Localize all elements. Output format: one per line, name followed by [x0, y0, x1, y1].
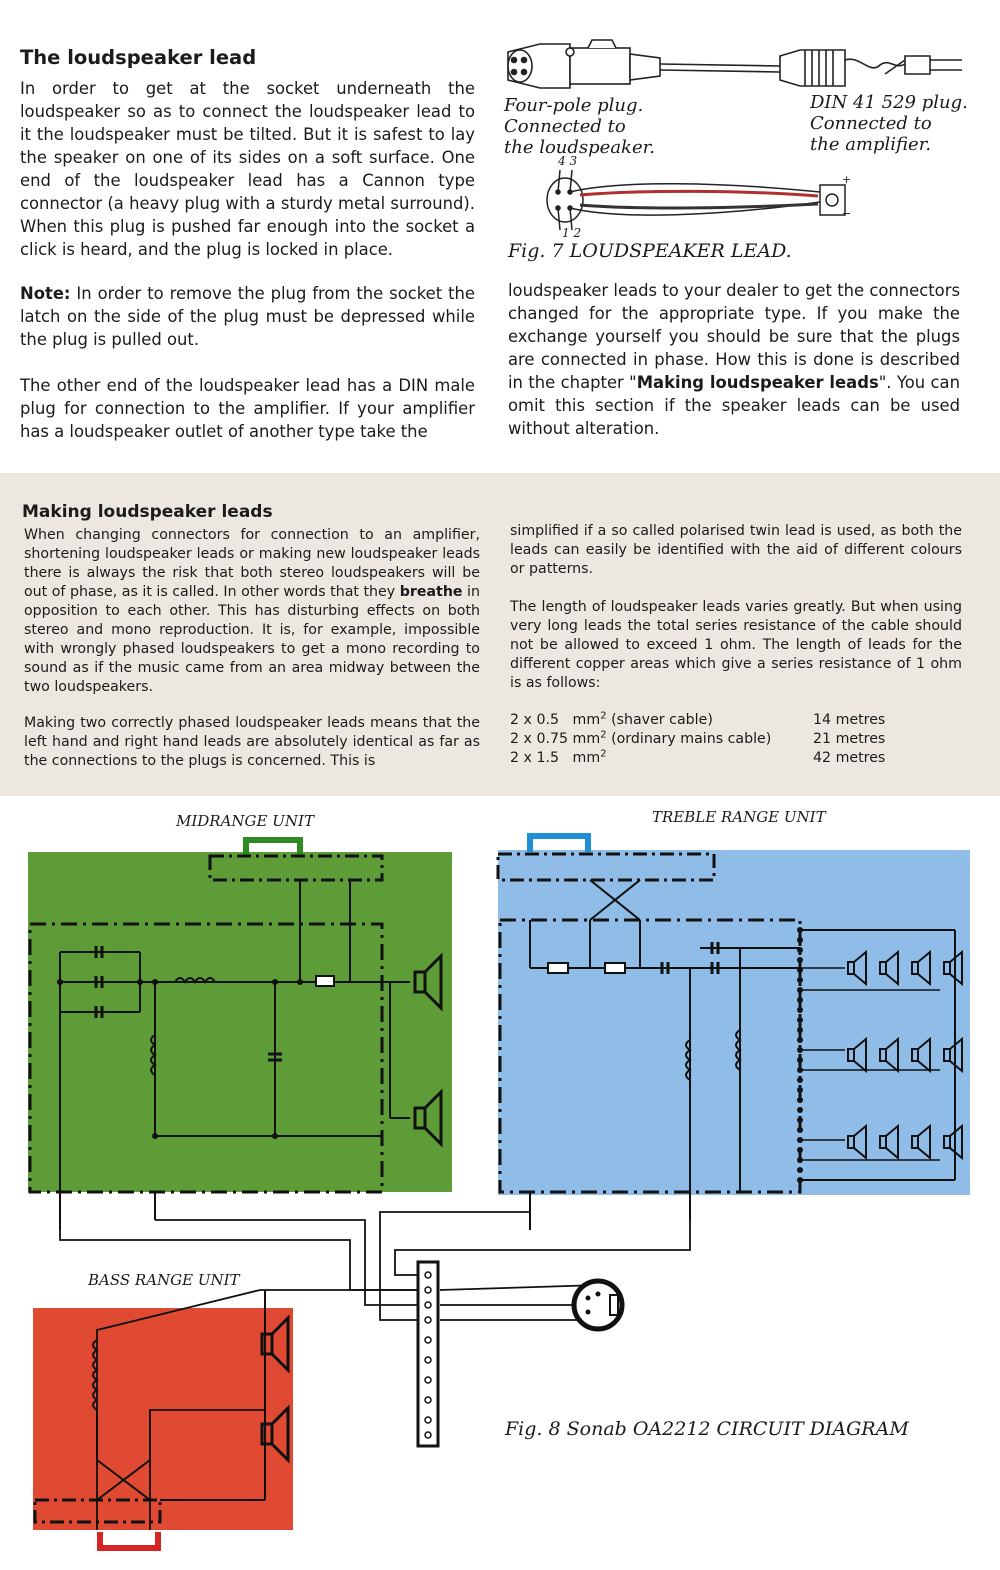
- table-cell-area: 2 x 0.75 mm: [510, 731, 601, 747]
- treble-unit-label: TREBLE RANGE UNIT: [652, 808, 826, 826]
- resistance-table: [510, 711, 962, 768]
- paragraph-polarised: simplified if a so called polarised twin lead is used, as both the leads can easily be identified with the aid of different colours or patterns.: [510, 523, 962, 577]
- left-caption-line: Four-pole plug.: [504, 95, 644, 116]
- paragraph-dealer: [508, 279, 960, 440]
- breathe-word: breathe: [399, 584, 463, 600]
- midrange-unit-label: MIDRANGE UNIT: [176, 812, 314, 830]
- table-row: [510, 711, 962, 730]
- table-cell-sup: 2: [600, 729, 607, 741]
- table-cell-area: 2 x 0.5 mm: [510, 712, 601, 728]
- midrange-panel: [28, 852, 452, 1192]
- bass-unit-label: BASS RANGE UNIT: [88, 1271, 240, 1289]
- fig7-left-caption: [504, 95, 655, 158]
- table-row: [510, 749, 962, 768]
- making-leads-reference: Making loudspeaker leads: [636, 373, 879, 392]
- table-cell-length: 42 metres: [813, 750, 886, 766]
- fig7-title: Fig. 7 LOUDSPEAKER LEAD.: [508, 240, 792, 262]
- fig7-plus-label: +: [842, 173, 852, 186]
- table-cell-note: (ordinary mains cable): [606, 731, 772, 747]
- table-row: [510, 730, 962, 749]
- section-heading-making-leads: Making loudspeaker leads: [22, 502, 273, 522]
- table-cell-sup: 2: [600, 710, 607, 722]
- bass-panel: [33, 1308, 293, 1530]
- section-heading-loudspeaker-lead: The loudspeaker lead: [20, 46, 257, 69]
- paragraph-correct-phase: Making two correctly phased loudspeaker leads means that the left hand and right hand leads are absolutely identical as far as the connections to the plugs is concerned. This is: [24, 715, 480, 769]
- table-cell-length: 14 metres: [813, 712, 886, 728]
- table-cell-area: 2 x 1.5 mm: [510, 750, 601, 766]
- table-cell-sup: 2: [600, 748, 607, 760]
- left-caption-line: Connected to: [504, 116, 626, 137]
- paragraph-lead-length: The length of loudspeaker leads varies greatly. But when using very long leads the total series resistance of the cable should not be allowed to exceed 1 ohm. The length of leads for the different copper areas which give a series resistance of 1 ohm is as follows:: [510, 599, 962, 691]
- paragraph-din-plug: The other end of the loudspeaker lead has a DIN male plug for connection to the amplifier. If your amplifier has a loudspeaker outlet of another type take the: [20, 376, 475, 441]
- paragraph-phase: [24, 526, 480, 697]
- table-cell-note: (shaver cable): [606, 712, 713, 728]
- fig7-pin-label-top: 4 3: [558, 154, 578, 168]
- right-caption-line: Connected to: [810, 113, 932, 134]
- fig7-minus-label: −: [842, 207, 852, 220]
- fig8-caption: Fig. 8 Sonab OA2212 CIRCUIT DIAGRAM: [505, 1418, 909, 1440]
- paragraph-note: [20, 282, 475, 351]
- left-caption-line: the loudspeaker.: [504, 137, 655, 158]
- dealer-text-b: ". You can omit this section if the speaker leads can be used without alteration.: [508, 373, 960, 438]
- paragraph-intro: In order to get at the socket underneath the loudspeaker so as to connect the loudspeaker lead to it the loudspeaker must be tilted. But it is safest to lay the speaker on one of its sides on a soft surface. One end of the loudspeaker lead has a Cannon type connector (a heavy plug with a sturdy metal surround). When this plug is pushed far enough into the socket a click is heard, and the plug is locked in place.: [20, 79, 475, 259]
- treble-panel: [498, 850, 970, 1195]
- right-caption-line: the amplifier.: [810, 134, 932, 155]
- table-cell-length: 21 metres: [813, 731, 886, 747]
- phase-text-b: in opposition to each other. This has disturbing effects on both stereo and mono reproduction. It is, for example, impossible with wrongly phased loudspeakers to get a mono recording to sound as if the music came from an area midway between the two loudspeakers.: [24, 584, 480, 695]
- right-caption-line: DIN 41 529 plug.: [810, 92, 968, 113]
- note-text: In order to remove the plug from the socket the latch on the side of the plug must be depressed while the plug is pulled out.: [20, 284, 475, 349]
- fig7-pin-label-bottom: 1 2: [562, 226, 582, 240]
- note-label: Note:: [20, 284, 71, 303]
- dealer-text-a: loudspeaker leads to your dealer to get the connectors changed for the appropriate type. If you make the exchange yourself you should be sure that the plugs are connected in phase. How this is done is described in the chapter ": [508, 281, 960, 392]
- phase-text-a: When changing connectors for connection to an amplifier, shortening loudspeaker leads or making new loudspeaker leads there is always the risk that both stereo loudspeakers will be out of phase, as it is called. In other words that they: [24, 527, 480, 600]
- circuit-diagram: [0, 800, 1000, 1570]
- fig7-right-caption: [810, 92, 968, 155]
